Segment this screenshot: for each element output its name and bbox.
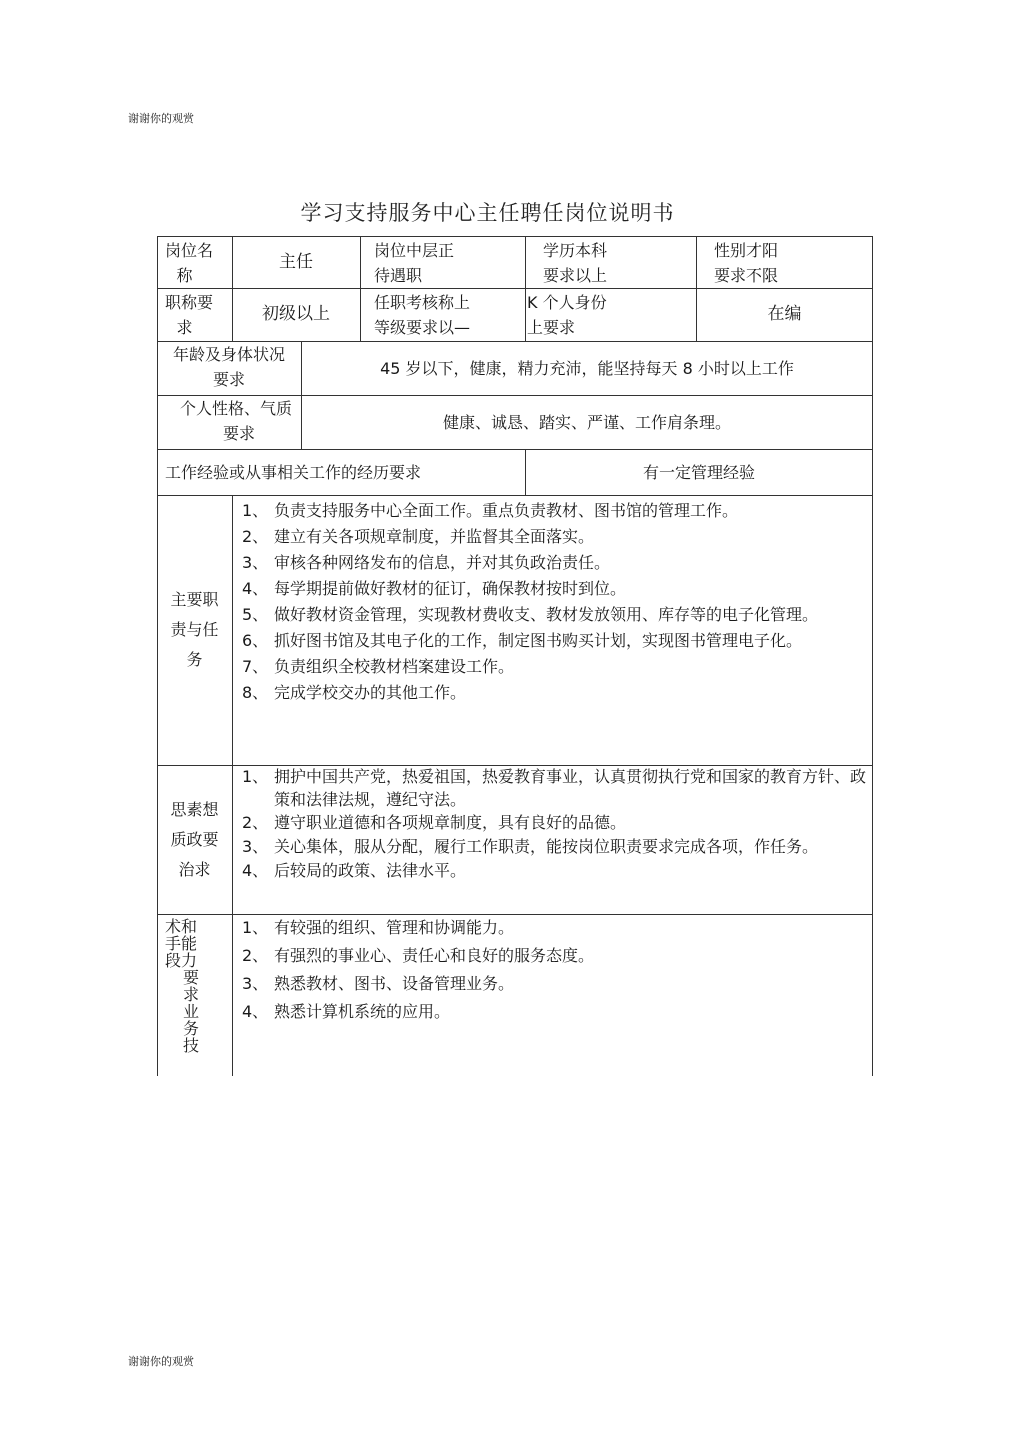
cell-skills-content [232,914,872,1076]
label-line: 术和 [165,917,198,936]
item-number: 1、 [242,501,269,520]
list-item [242,498,868,524]
item-text: 拥护中国共产党，热爱祖国，热爱教育事业，认真贯彻执行党和国家的教育方针、政策和法律法规，遵纪守法。 [274,767,867,809]
label-line: 上要求 [527,318,576,337]
label-line: 待遇职 [374,266,423,285]
label-line: 思素想 [170,799,219,819]
item-number: 1、 [242,767,269,786]
cell-title-requirement-value: 初级以上 [262,304,330,324]
item-number: 4、 [242,861,269,880]
label-line: 年龄及身体状况 [172,345,285,364]
item-number: 2、 [242,813,269,832]
political-list [242,765,868,884]
cell-personality-value: 健康、诚恳、踏实、严谨、工作肩条理。 [442,412,731,432]
item-text: 负责组织全校教材档案建设工作。 [274,657,515,676]
item-text: 熟悉计算机系统的应用。 [274,1002,451,1021]
cell-duties-content [232,495,872,765]
item-text: 审核各种网络发布的信息，并对其负政治责任。 [274,553,611,572]
item-text: 完成学校交办的其他工作。 [274,683,467,702]
item-number: 3、 [242,837,269,856]
label-line: 称 [176,266,193,285]
list-item [242,654,868,680]
item-text: 关心集体，服从分配，履行工作职责，能按岗位职责要求完成各项，作任务。 [274,837,819,856]
cell-assessment-requirement [360,288,525,341]
cell-political-label [157,765,232,914]
cell-age-health-value: 45 岁以下，健康，精力充沛，能坚持每天 8 小时以上工作 [380,358,794,378]
item-number: 3、 [242,974,269,993]
label-line: 等级要求以— [374,318,471,337]
cell-identity-requirement [525,288,696,341]
label-line: 性别才阳 [714,241,779,260]
item-number: 2、 [242,527,269,546]
label-line: 务 [186,650,203,669]
cell-personality-label [157,395,301,449]
skills-list [242,914,868,1026]
item-number: 6、 [242,631,269,650]
cell-experience-value: 有一定管理经验 [642,462,755,482]
label-line: 个人性格、气质 [179,399,292,418]
label-line: 要求 [222,424,255,443]
label-line: 要求 [212,370,245,389]
list-item [242,550,868,576]
item-number: 5、 [242,605,269,624]
list-item [242,602,868,628]
cell-level-treatment [360,236,525,288]
label-line: 责与任 [170,620,219,639]
list-item [242,811,868,835]
list-item [242,524,868,550]
item-text: 负责支持服务中心全面工作。重点负责教材、图书馆的管理工作。 [274,501,739,520]
cell-position-name-value: 主任 [279,251,313,272]
label-line: 治求 [178,859,211,879]
label-line: 质政要 [170,829,219,849]
cell-political-content [232,765,872,914]
item-text: 做好教材资金管理，实现教材费收支、教材发放领用、库存等的电子化管理。 [274,605,819,624]
item-number: 4、 [242,1002,269,1021]
list-item [242,942,868,970]
label-line: 技 [183,1036,200,1055]
list-item [242,576,868,602]
cell-gender-requirement [696,236,873,288]
label-line: 业 [183,1002,200,1021]
list-item [242,680,868,706]
skills-vertical-label [165,918,215,1054]
list-item [242,835,868,858]
list-item [242,765,868,811]
page-footer-note: 谢谢你的观赏 [128,1355,194,1368]
label-line: 岗位名 [165,241,214,260]
label-line: 要求不限 [714,266,779,285]
cell-position-name-label [157,236,232,288]
item-number: 3、 [242,553,269,572]
cell-title-requirement-label [157,288,232,341]
item-number: 4、 [242,579,269,598]
item-text: 熟悉教材、图书、设备管理业务。 [274,974,515,993]
list-item [242,970,868,998]
cell-duties-label [157,495,232,765]
list-item [242,628,868,654]
label-line: 主要职 [170,590,219,609]
label-line: 段力 [165,951,198,970]
label-line: 岗位中层正 [374,241,455,260]
label-line: K 个人身份 [527,293,607,312]
label-line: 务 [183,1019,200,1038]
item-text: 遵守职业道德和各项规章制度，具有良好的品德。 [274,813,627,832]
cell-skills-label [157,914,232,1076]
document-title: 学习支持服务中心主任聘任岗位说明书 [300,201,675,225]
label-line: 学历本科 [543,241,608,260]
label-line: 任职考核称上 [374,293,471,312]
item-text: 每学期提前做好教材的征订，确保教材按时到位。 [274,579,627,598]
item-number: 2、 [242,946,269,965]
label-line: 手能 [165,934,198,953]
item-text: 有较强的组织、管理和协调能力。 [274,918,515,937]
item-number: 7、 [242,657,269,676]
item-text: 建立有关各项规章制度，并监督其全面落实。 [274,527,595,546]
list-item [242,998,868,1026]
page-header-note: 谢谢你的观赏 [128,112,194,125]
list-item [242,914,868,942]
cell-education-requirement [525,236,696,288]
cell-identity-value: 在编 [767,304,802,324]
item-text: 抓好图书馆及其电子化的工作，制定图书购买计划，实现图书管理电子化。 [274,631,803,650]
label-line: 求 [176,318,193,337]
item-text: 有强烈的事业心、责任心和良好的服务态度。 [274,946,595,965]
item-text: 后较局的政策、法律水平。 [274,861,467,880]
item-number: 8、 [242,683,269,702]
list-item [242,858,868,884]
label-line: 要 [183,968,200,987]
label-line: 要求以上 [543,266,608,285]
item-number: 1、 [242,918,269,937]
job-description-table [157,236,873,1076]
cell-age-health-label [157,341,301,395]
duties-list [242,498,868,706]
label-line: 职称要 [165,293,214,312]
label-line: 求 [183,985,200,1004]
cell-experience-label: 工作经验或从事相关工作的经历要求 [165,462,422,482]
